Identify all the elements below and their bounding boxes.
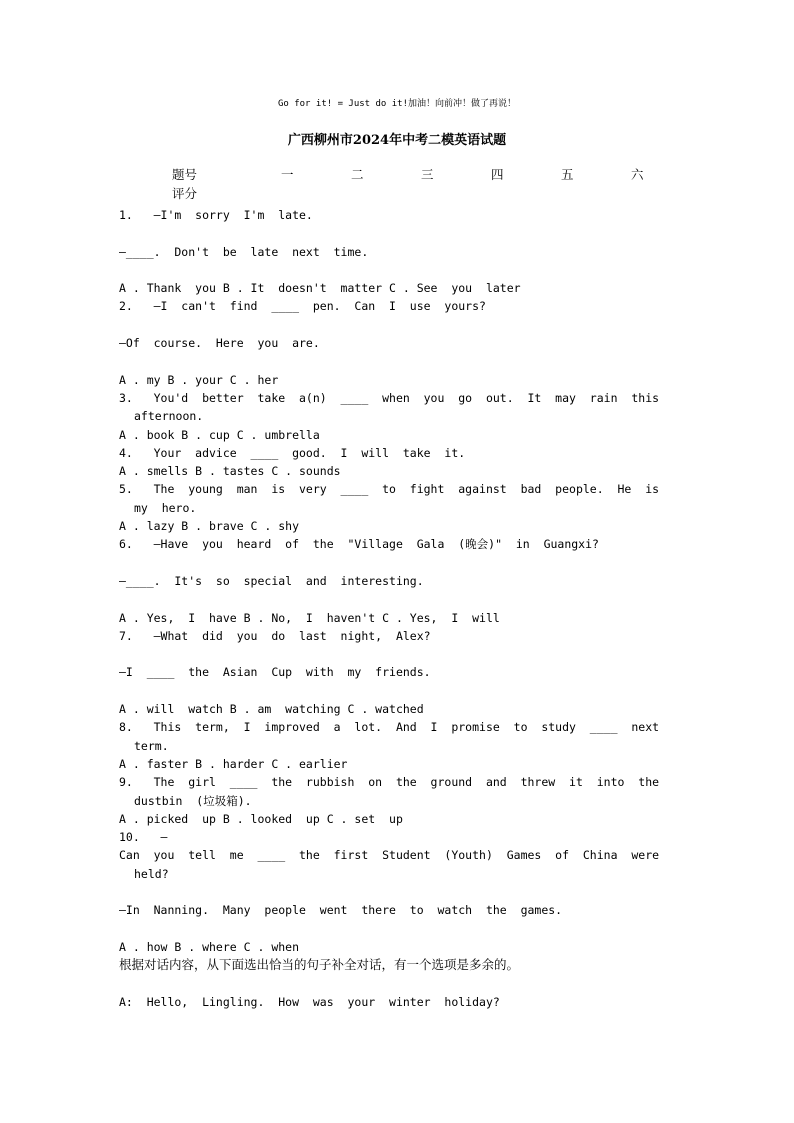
question-line: 9. The girl ____ the rubbish on the ground and threw it into the (119, 775, 660, 790)
question-line: 5. The young man is very ____ to fight against bad people. He is (119, 482, 660, 497)
question-line: 8. This term, I improved a lot. And I promise to study ____ next (119, 720, 660, 735)
score-table-col-4: 四 (491, 167, 504, 182)
blank-line (119, 920, 667, 938)
blank-line (119, 590, 667, 608)
score-table-col-6: 六 (631, 167, 644, 182)
answer-line: —____. It's so special and interesting. (119, 573, 424, 588)
blank-line (119, 883, 667, 901)
section-instruction: 根据对话内容，从下面选出恰当的句子补全对话，有一个选项是多余的。 (119, 957, 520, 973)
answer-line: —In Nanning. Many people went there to watch the games. (119, 903, 563, 918)
answer-line: —____. Don't be late next time. (119, 244, 369, 259)
options-line: A . my B . your C . her (119, 372, 279, 387)
blank-line (119, 316, 667, 334)
options-line: A . Yes, I have B . No, I haven't C . Yes, I will (119, 610, 500, 625)
page-title: 广西柳州市2024年中考二模英语试题 (287, 133, 507, 148)
score-table-score-label: 评分 (172, 186, 198, 201)
blank-line (119, 974, 667, 992)
options-line: A . picked up B . looked up C . set up (119, 811, 403, 826)
options-line: A . Thank you B . It doesn't matter C . See you later (119, 281, 521, 296)
score-table-col-2: 二 (351, 167, 364, 182)
blank-line (119, 352, 667, 370)
question-list (119, 206, 667, 1011)
score-table-row-label: 题号 (172, 167, 198, 182)
options-line: A . will watch B . am watching C . watched (119, 702, 424, 717)
options-line: A . how B . where C . when (119, 939, 300, 954)
question-line: 7. —What did you do last night, Alex? (119, 628, 431, 643)
question-continuation: dustbin (垃圾箱). (134, 793, 252, 808)
question-line: 3. You'd better take a(n) ____ when you go out. It may rain this (119, 390, 660, 405)
options-line: A . lazy B . brave C . shy (119, 519, 300, 534)
options-line: A . faster B . harder C . earlier (119, 756, 348, 771)
question-line: 1. —I'm sorry I'm late. (119, 208, 313, 222)
score-table-col-5: 五 (561, 167, 574, 182)
score-table-col-3: 三 (421, 167, 434, 182)
question-line: 6. —Have you heard of the "Village Gala (晚会)" in Guangxi? (119, 537, 599, 552)
answer-line: —Of course. Here you are. (119, 336, 320, 351)
blank-line (119, 645, 667, 663)
score-table-col-1: 一 (281, 167, 294, 182)
question-continuation: term. (134, 738, 169, 753)
question-line: Can you tell me ____ the first Student (Youth) Games of China were (119, 848, 660, 863)
question-continuation: my hero. (134, 500, 197, 515)
question-line: 2. —I can't find ____ pen. Can I use yours? (119, 299, 486, 314)
dialogue-line: A: Hello, Lingling. How was your winter holiday? (119, 994, 500, 1009)
blank-line (119, 682, 667, 700)
blank-line (119, 224, 667, 242)
blank-line (119, 554, 667, 572)
options-line: A . book B . cup C . umbrella (119, 427, 320, 442)
question-continuation: afternoon. (134, 409, 204, 424)
question-line: 4. Your advice ____ good. I will take it. (119, 445, 466, 460)
blank-line (119, 261, 667, 279)
question-continuation: held? (134, 866, 169, 881)
options-line: A . smells B . tastes C . sounds (119, 464, 341, 479)
page-header-motto: Go for it! = Just do it!加油！向前冲！做了再说！ (277, 99, 517, 109)
answer-line: —I ____ the Asian Cup with my friends. (119, 665, 431, 680)
question-line: 10. — (119, 830, 168, 845)
